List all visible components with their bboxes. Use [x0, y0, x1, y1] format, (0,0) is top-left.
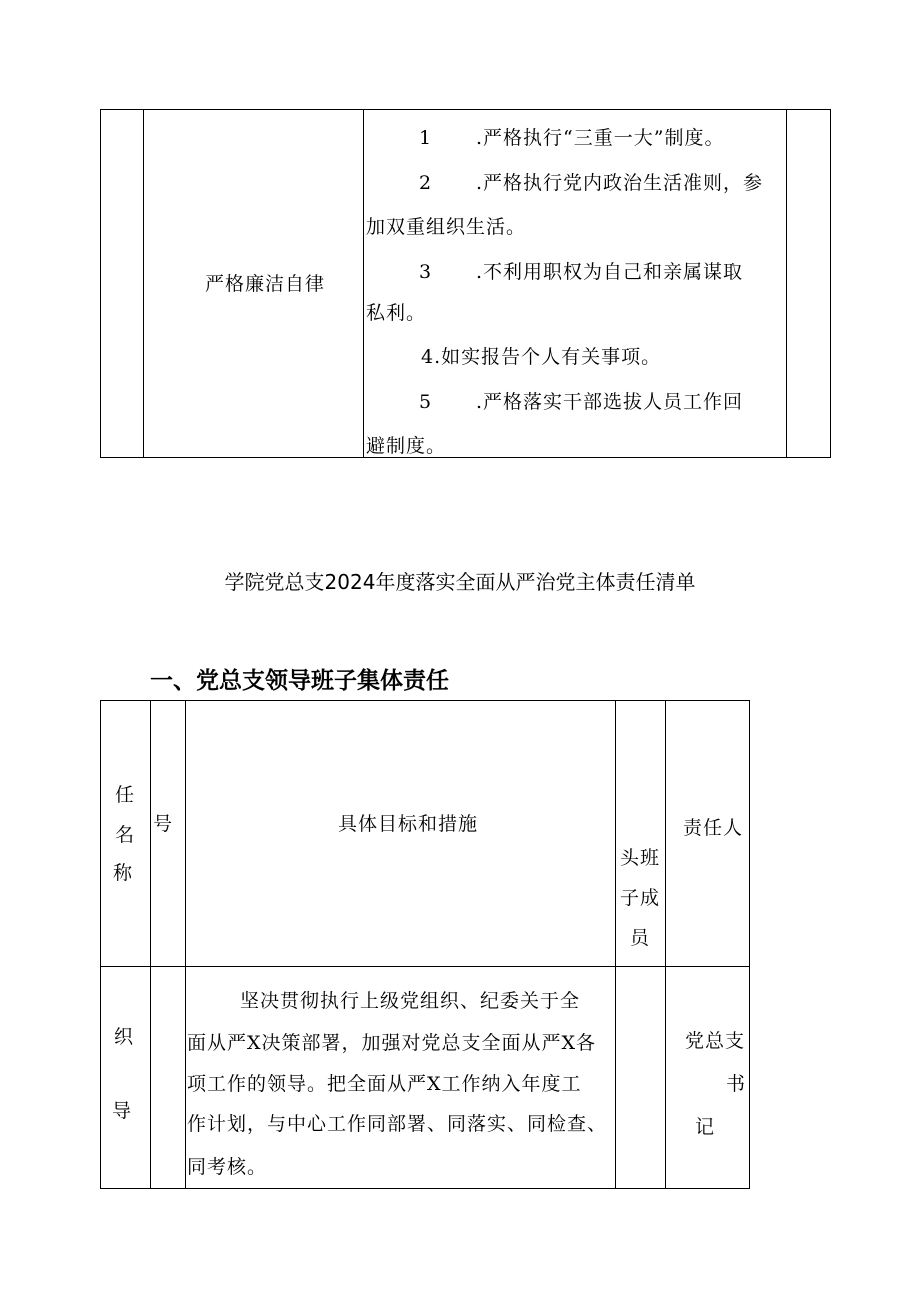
item-text-cont: 加双重组织生活。: [366, 216, 527, 238]
table2-col-border: [749, 700, 750, 1189]
header-task-name: 称: [113, 862, 134, 884]
header-task-name: 名: [115, 824, 136, 846]
table1-col-border: [830, 109, 831, 458]
table2-col-border: [150, 700, 151, 1189]
item-text: .严格落实干部选拔人员工作回: [476, 391, 744, 413]
row-goal-text: 同考核。: [187, 1156, 268, 1178]
row-responsible: 书: [726, 1073, 747, 1095]
table1-bottom-border: [100, 457, 831, 458]
table2-top-border: [100, 700, 750, 701]
table2-col-border: [100, 700, 101, 1189]
item-text: 4.如实报告个人有关事项。: [421, 346, 662, 368]
item-text: .不利用职权为自己和亲属谋取: [476, 261, 744, 283]
row-goal-text: 作计划，与中心工作同部署、同落实、同检查、: [187, 1113, 608, 1135]
table2-col-border: [185, 700, 186, 1189]
table1-top-border: [100, 109, 831, 110]
table2-bottom-border: [100, 1188, 750, 1189]
header-goals: 具体目标和措施: [338, 813, 479, 835]
document-title: 学院党总支2024年度落实全面从严治党主体责任清单: [224, 570, 696, 594]
item-text: .严格执行党内政治生活准则，参: [476, 172, 764, 194]
table1-col-border: [143, 109, 144, 458]
row-responsible: 党总支: [685, 1030, 746, 1052]
row-goal-text: 项工作的领导。把全面从严X工作纳入年度工: [187, 1073, 582, 1095]
item-number: 5: [419, 391, 433, 413]
row-goal-text: 坚决贯彻执行上级党组织、纪委关于全: [240, 990, 581, 1012]
row-responsible: 记: [695, 1116, 716, 1138]
table2-row-divider: [100, 966, 750, 967]
item-number: 3: [419, 261, 433, 283]
table2-col-border: [615, 700, 616, 1189]
row-goal-text: 面从严X决策部署，加强对党总支全面从严X各: [187, 1032, 597, 1054]
item-number: 2: [419, 172, 433, 194]
row-task-name: 织: [114, 1026, 135, 1048]
item-text: .严格执行“三重一大”制度。: [476, 127, 725, 149]
header-lead-member: 子成: [620, 887, 661, 909]
table2-col-border: [665, 700, 666, 1189]
table1-col-border: [786, 109, 787, 458]
category-label: 严格廉洁自律: [205, 273, 326, 295]
header-lead-member: 头班: [620, 847, 661, 869]
table1-col-border: [100, 109, 101, 458]
item-text-cont: 避制度。: [366, 435, 447, 457]
header-task-name: 任: [115, 784, 136, 806]
item-number: 1: [419, 127, 433, 149]
table1-col-border: [363, 109, 364, 458]
header-lead-member: 员: [630, 927, 651, 949]
row-task-name: 导: [112, 1100, 133, 1122]
item-text-cont: 私利。: [366, 302, 427, 324]
header-number: 号: [153, 813, 174, 835]
responsibility-table: [0, 690, 920, 1200]
section-heading: 一、党总支领导班子集体责任: [150, 668, 449, 694]
table-continuation: [0, 0, 920, 470]
header-responsible: 责任人: [683, 817, 744, 839]
